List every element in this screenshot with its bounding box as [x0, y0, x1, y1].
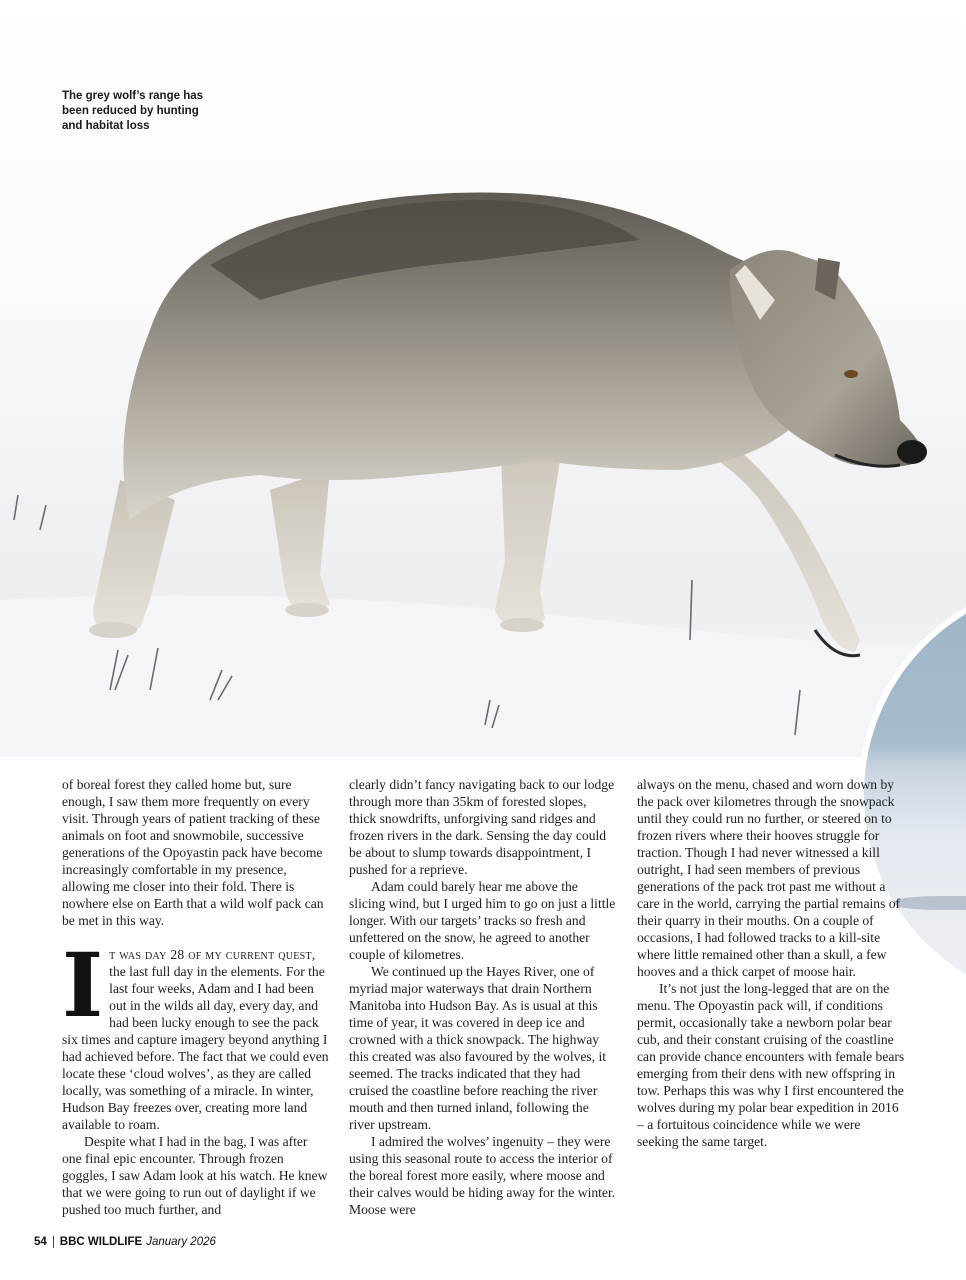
page-footer [34, 1234, 216, 1250]
photo-caption: The grey wolf’s range has been reduced by hunting and habitat loss [62, 90, 204, 132]
article-column-1 [62, 776, 330, 1218]
paragraph: clearly didn’t fancy navigating back to our lodge through more than 35km of forested slopes, thick snowdrifts, unforgiving sand ridges and frozen rivers in the dark. Sensing the day could be about to slump towards disappointment, I pushed for a reprieve. [349, 777, 615, 877]
page-number: 54 [34, 1236, 54, 1248]
issue-date: January 2026 [146, 1236, 216, 1248]
paragraph: of boreal forest they called home but, sure enough, I saw them more frequently on every visit. Through years of patient tracking of these animals on foot and snowmobile, successive generations of the Opoyastin pack have become increasingly comfortable in my presence, allowing me closer into their fold. There is nowhere else on Earth that a wild wolf pack can be met in this way. [62, 777, 324, 928]
paragraph: We continued up the Hayes River, one of myriad major waterways that drain Northern Manitoba into Hudson Bay. As is usual at this time of year, it was covered in deep ice and crowned with a thick snowpack. The highway this created was also favoured by the wolves, it seemed. The tracks indicated that they had cruised the coastline before reaching the river mouth and then turned inland, following the river upstream. [349, 964, 607, 1132]
drop-cap: I [62, 933, 104, 1037]
paragraph: I admired the wolves’ ingenuity – they were using this seasonal route to access the interior of the boreal forest more easily, where moose and their calves would be hiding away for the winter. Moose were [349, 1134, 616, 1217]
paragraph: always on the menu, chased and worn down by the pack over kilometres through the snowpack until they could run no further, or steered on to frozen rivers where their hooves struggle for traction. Though I had never witnessed a kill outright, I had seen members of previous generations of the pack trot past me without a care in the world, carrying the partial remains of their quarry in their mouths. On a couple of occasions, I had followed tracks to a kill-site where little remained other than a skull, a few hooves and a thick carpet of moose hair. [637, 777, 901, 979]
paragraph: Despite what I had in the bag, I was after one final epic encounter. Through frozen goggles, I saw Adam look at his watch. He knew that we were going to run out of daylight if we pushed too much further, and [62, 1134, 328, 1217]
article-column-3 [637, 776, 905, 1150]
paragraph: It’s not just the long-legged that are on the menu. The Opoyastin pack will, if conditions permit, occasionally take a newborn polar bear cub, and their constant cruising of the coastline can provide chance encounters with female bears emerging from their dens with new offspring in tow. Perhaps this was why I first encountered the wolves during my polar bear expedition in 2016 – a fortuitous coincidence while we were seeking the same target. [637, 981, 905, 1149]
opening-paragraph [62, 933, 330, 1133]
magazine-name: BBC WILDLIFE [59, 1236, 143, 1248]
article-column-2 [349, 776, 617, 1218]
lead-in-smallcaps: t was day 28 of my current quest, [109, 947, 316, 962]
paragraph-text: the last full day in the elements. For the last four weeks, Adam and I had been out in the wilds all day, every day, and had been lucky enough to see the pack six times and capture imagery beyond anything I had achieved before. The fact that we could even locate these ‘cloud wolves’, as they are called locally, was something of a miracle. In winter, Hudson Bay freezes over, creating more land available to roam. [62, 964, 329, 1132]
paragraph: Adam could barely hear me above the slicing wind, but I urged him to go on just a little longer. With our targets’ tracks so fresh and unfettered on the snow, he agreed to another couple of kilometres. [349, 879, 616, 962]
